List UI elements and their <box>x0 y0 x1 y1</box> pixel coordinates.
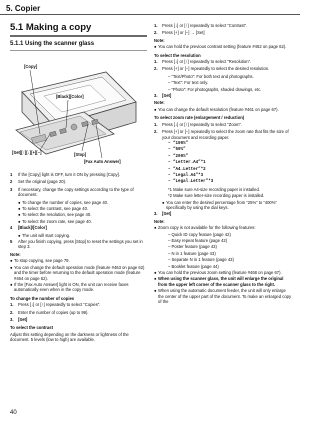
note-text: When using the scanner glass, the unit will enlarge the original from the upper left corner of the scanner glass to the right. <box>158 276 284 287</box>
feature-item: – N in 1 feature (page 43) <box>168 250 216 256</box>
step-text: [Set] <box>162 93 172 99</box>
step-text: Press [+] or [−] repeatedly to select the desired resolution. <box>162 66 270 72</box>
note-item: ● If the [Fax Auto Answer] light is ON, the unit can receive faxes automatically even when in the copy mode. <box>10 282 147 293</box>
set-nav-callout: [Set][↑][↓][+][−] <box>12 150 42 155</box>
left-column <box>10 22 147 344</box>
step-text: If necessary, change the copy settings according to the type of document. <box>18 186 134 198</box>
note-text: To stop copying, see page 79. <box>14 258 70 264</box>
zoom-option: – “Letter→A4”*1 <box>168 161 206 166</box>
zoom-option: – “A4→Letter”*2 <box>168 167 206 172</box>
note-item: ● You can change the default operation mode (feature #463 on page 62) and the timer before returning to the default operation mode (feature #464 on page 62). <box>10 265 147 281</box>
resolution-option: – “Text”: For text only. <box>168 80 209 86</box>
step-text: Press [↓] or [↑] repeatedly to select “Contrast”. <box>162 23 248 28</box>
step-text: After you finish copying, press [Stop] to reset the settings you set in step 3. <box>18 239 143 250</box>
step-number: 3. <box>10 316 14 322</box>
contrast-heading: To select the contrast <box>10 325 53 331</box>
step-number: 1. <box>154 121 158 127</box>
copies-heading: To change the number of copies <box>10 295 75 301</box>
zoom-option: – “50%” <box>168 148 186 153</box>
step-number: 1 <box>10 172 13 177</box>
note-text: If the [Fax Auto Answer] light is ON, the unit can receive faxes automatically even when in the copy mode. <box>14 281 129 293</box>
step-text: Set the original (page 20). <box>18 179 67 185</box>
step-text: Press [↓] or [↑] repeatedly to select “Copies”. <box>18 302 101 308</box>
note-text: Zoom copy is not available for the following features: <box>158 225 256 231</box>
bullet-text: You can enter the desired percentage from “25%” to “400%” specifically by using the dial keys. <box>166 199 277 210</box>
list-item: ● The unit will start copying. <box>18 232 71 238</box>
stop-callout: [Stop] <box>74 152 87 157</box>
step-number: 2. <box>154 30 158 36</box>
bullet-text: To select the contrast, see page 40. <box>22 206 89 212</box>
note-item: ● When using the scanner glass, the unit will enlarge the original from the upper left corner of the scanner glass to the right. <box>154 276 292 287</box>
zoom-step <box>154 129 292 140</box>
step-number: 3. <box>154 93 158 99</box>
contrast-description: Adjust this setting depending on the darkness or lightness of the document. 5 levels (low to high) are available. <box>10 331 129 343</box>
step-5 <box>10 239 147 250</box>
section-title: 5.1 Making a copy <box>10 22 92 33</box>
note-text: You can change the default operation mode (feature #463 on page 62) and the timer before returning to the default operation mode (feature #464 on page 62). <box>14 264 145 281</box>
contrast-step <box>154 30 292 35</box>
list-item: ● To change the number of copies, see page 40. <box>18 199 109 205</box>
zoom-footnote: *2 Make sure letter-size recording paper is installed. <box>168 193 265 199</box>
copy-callout: [Copy] <box>24 64 38 69</box>
zoom-step <box>154 211 292 216</box>
feature-item: – Quick ID copy feature (page 42) <box>168 231 231 237</box>
step-1 <box>10 172 147 177</box>
zoom-heading: To select zoom rate (enlargement / reduction) <box>154 115 245 121</box>
note-item: ● When using the automatic document feeder, the unit will only enlarge the center of the upper part of the document. To make an enlarged copy of the <box>154 288 292 305</box>
note-text: You can hold the previous zoom setting (feature #468 on page 67). <box>158 270 282 276</box>
list-item: ● You can enter the desired percentage from “25%” to “400%” specifically by using the dial keys. <box>162 200 292 211</box>
resolution-option: – “Photo”: For photographs, shaded drawings, etc. <box>168 86 262 92</box>
step-number: 3 <box>10 186 13 192</box>
subsection-rule <box>10 50 147 51</box>
step-text: [Black]/[Color] <box>18 225 47 231</box>
step-number: 5 <box>10 239 13 245</box>
zoom-option: – “100%” <box>168 141 189 146</box>
header-rule <box>0 14 300 15</box>
zoom-option: – “Legal→A4”*3 <box>168 173 204 178</box>
step-2 <box>10 179 147 184</box>
step-number: 2 <box>10 179 13 185</box>
contrast-step <box>154 23 292 28</box>
bullet-text: To select the resolution, see page 40. <box>22 212 92 218</box>
step-text: Enter the number of copies (up to 99). <box>18 309 89 315</box>
feature-item: – Separate N in 1 feature (page 43) <box>168 257 234 263</box>
bullet-text: To change the number of copies, see page 40. <box>22 199 109 205</box>
right-column <box>154 22 292 305</box>
step-number: 2. <box>154 66 158 72</box>
zoom-option: – “200%” <box>168 154 189 159</box>
note-text: You can change the default resolution (feature #461 on page 67). <box>158 106 279 112</box>
step-number: 1. <box>10 302 14 308</box>
feature-item: – Booklet feature (page 44) <box>168 263 219 269</box>
copies-step <box>10 310 147 315</box>
step-number: 2. <box>154 129 158 135</box>
fax-auto-answer-callout: [Fax Auto Answer] <box>84 159 121 164</box>
note-item: ● You can hold the previous zoom setting (feature #468 on page 67). <box>154 270 282 276</box>
black-color-callout: [Black][Color] <box>56 94 84 99</box>
step-number: 1. <box>154 59 158 65</box>
page-header <box>0 0 300 17</box>
note-item: ● To stop copying, see page 79. <box>10 258 70 264</box>
bullet-text: The unit will start copying. <box>22 232 71 238</box>
zoom-step <box>154 122 292 127</box>
resolution-option: – “Text/Photo”: For both text and photographs. <box>168 73 254 79</box>
step-text: Press [↓] or [↑] repeatedly to select “Zoom”. <box>162 121 243 127</box>
section-rule <box>10 35 147 37</box>
feature-item: – Easy repeat feature (page 42) <box>168 238 228 243</box>
step-text: Press [+] or [−] → [Set] <box>162 30 205 36</box>
feature-item: – Poster feature (page 43) <box>168 244 217 250</box>
step-number: 2. <box>10 309 14 315</box>
step-text: [Set] <box>18 316 28 322</box>
note-label: Note: <box>154 218 165 224</box>
copies-step <box>10 317 147 322</box>
list-item: ● To select the contrast, see page 40. <box>18 206 89 212</box>
subsection-title: 5.1.1 Using the scanner glass <box>10 41 95 47</box>
zoom-footnote: *1 Make sure A4-size recording paper is installed. <box>168 186 260 192</box>
step-3 <box>10 187 147 198</box>
note-label: Note: <box>10 251 21 257</box>
step-number: 4 <box>10 225 13 231</box>
step-4 <box>10 225 147 230</box>
note-item: ● You can hold the previous contrast setting (feature #462 on page 62). <box>154 44 287 50</box>
note-item: ● Zoom copy is not available for the following features: <box>154 225 256 231</box>
control-panel-figure <box>10 54 140 166</box>
resolution-heading: To select the resolution <box>154 52 201 58</box>
step-text: Press [+] or [−] repeatedly to select the zoom rate that fits the size of your document and recording paper. <box>162 129 289 140</box>
copies-step <box>10 302 147 307</box>
note-text: You can hold the previous contrast setting (feature #462 on page 62). <box>158 44 287 50</box>
page-number: 40 <box>10 410 17 416</box>
chapter-title: 5. Copier <box>6 4 41 13</box>
step-text: Press [↓] or [↑] repeatedly to select “Resolution”. <box>162 59 252 65</box>
zoom-option: – “Legal→Letter”*3 <box>168 180 214 185</box>
step-text: If the [Copy] light is OFF, turn it ON by pressing [Copy]. <box>18 172 120 177</box>
bullet-text: To select the zoom rate, see page 40. <box>22 218 92 224</box>
list-item: ● To select the resolution, see page 40. <box>18 212 92 218</box>
resolution-step <box>154 93 292 98</box>
note-label: Note: <box>154 37 165 43</box>
note-item: ● You can change the default resolution (feature #461 on page 67). <box>154 106 279 112</box>
list-item: ● To select the zoom rate, see page 40. <box>18 218 92 224</box>
resolution-step <box>154 59 292 64</box>
note-text: When using the automatic document feeder, the unit will only enlarge the center of the upper part of the document. To make an enlarged copy of the <box>158 288 292 305</box>
step-number: 1. <box>154 23 158 28</box>
step-number: 3. <box>154 211 158 217</box>
step-text: [Set] <box>162 211 172 217</box>
note-label: Note: <box>154 100 165 106</box>
resolution-step <box>154 66 292 71</box>
